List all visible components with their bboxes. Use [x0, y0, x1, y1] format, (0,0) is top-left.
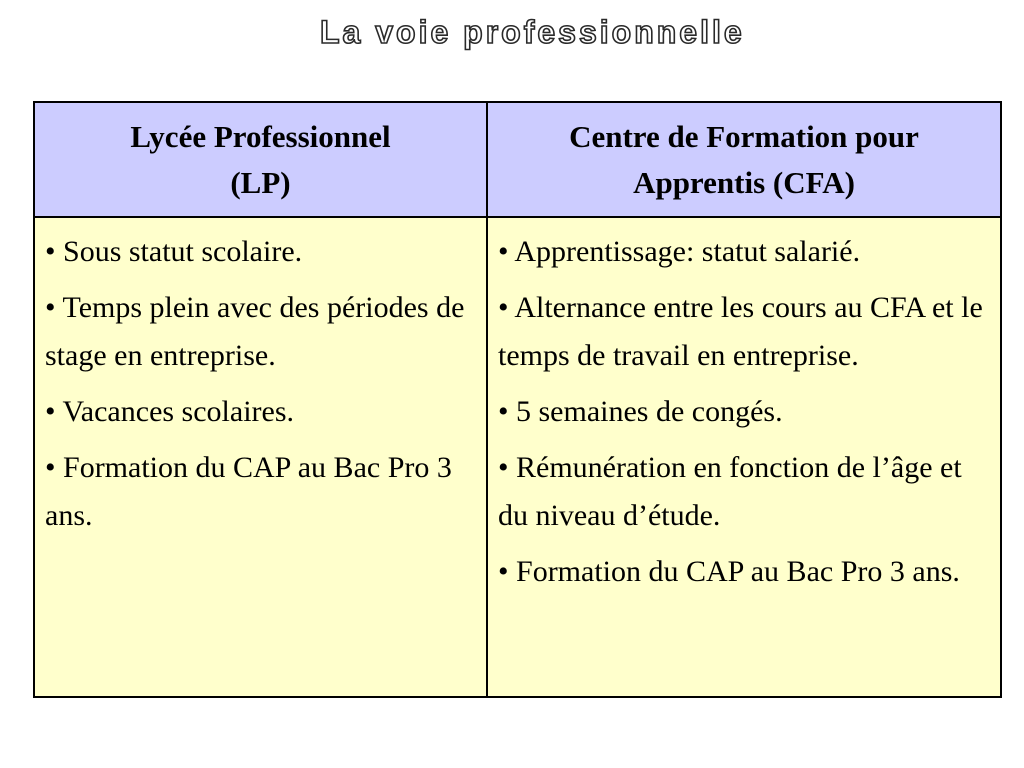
table-header-row — [34, 102, 1001, 217]
cfa-cell — [487, 217, 1001, 697]
list-item: • Rémunération en fonction de l’âge et du niveau d’étude. — [498, 451, 962, 532]
header-cfa — [487, 102, 1001, 217]
comparison-table — [33, 101, 1002, 698]
lp-cell — [34, 217, 487, 697]
cfa-bullet-list — [498, 228, 990, 596]
list-item: • Formation du CAP au Bac Pro 3 ans. — [498, 555, 960, 588]
header-line: Apprentis (CFA) — [633, 165, 855, 200]
header-lycee-professionnel — [34, 102, 487, 217]
list-item: • Apprentissage: statut salarié. — [498, 235, 861, 268]
table-row — [34, 217, 1001, 697]
header-line: Centre de Formation pour — [569, 119, 919, 154]
header-line: (LP) — [230, 165, 291, 200]
list-item: • 5 semaines de congés. — [498, 395, 783, 428]
header-line: Lycée Professionnel — [130, 119, 391, 154]
slide-title: La voie professionnelle — [320, 14, 745, 50]
list-item: • Formation du CAP au Bac Pro 3 ans. — [45, 451, 452, 532]
list-item: • Temps plein avec des périodes de stage en entreprise. — [45, 291, 465, 372]
list-item: • Alternance entre les cours au CFA et le temps de travail en entreprise. — [498, 291, 983, 372]
list-item: • Sous statut scolaire. — [45, 235, 303, 268]
lp-bullet-list — [45, 228, 476, 540]
list-item: • Vacances scolaires. — [45, 395, 295, 428]
